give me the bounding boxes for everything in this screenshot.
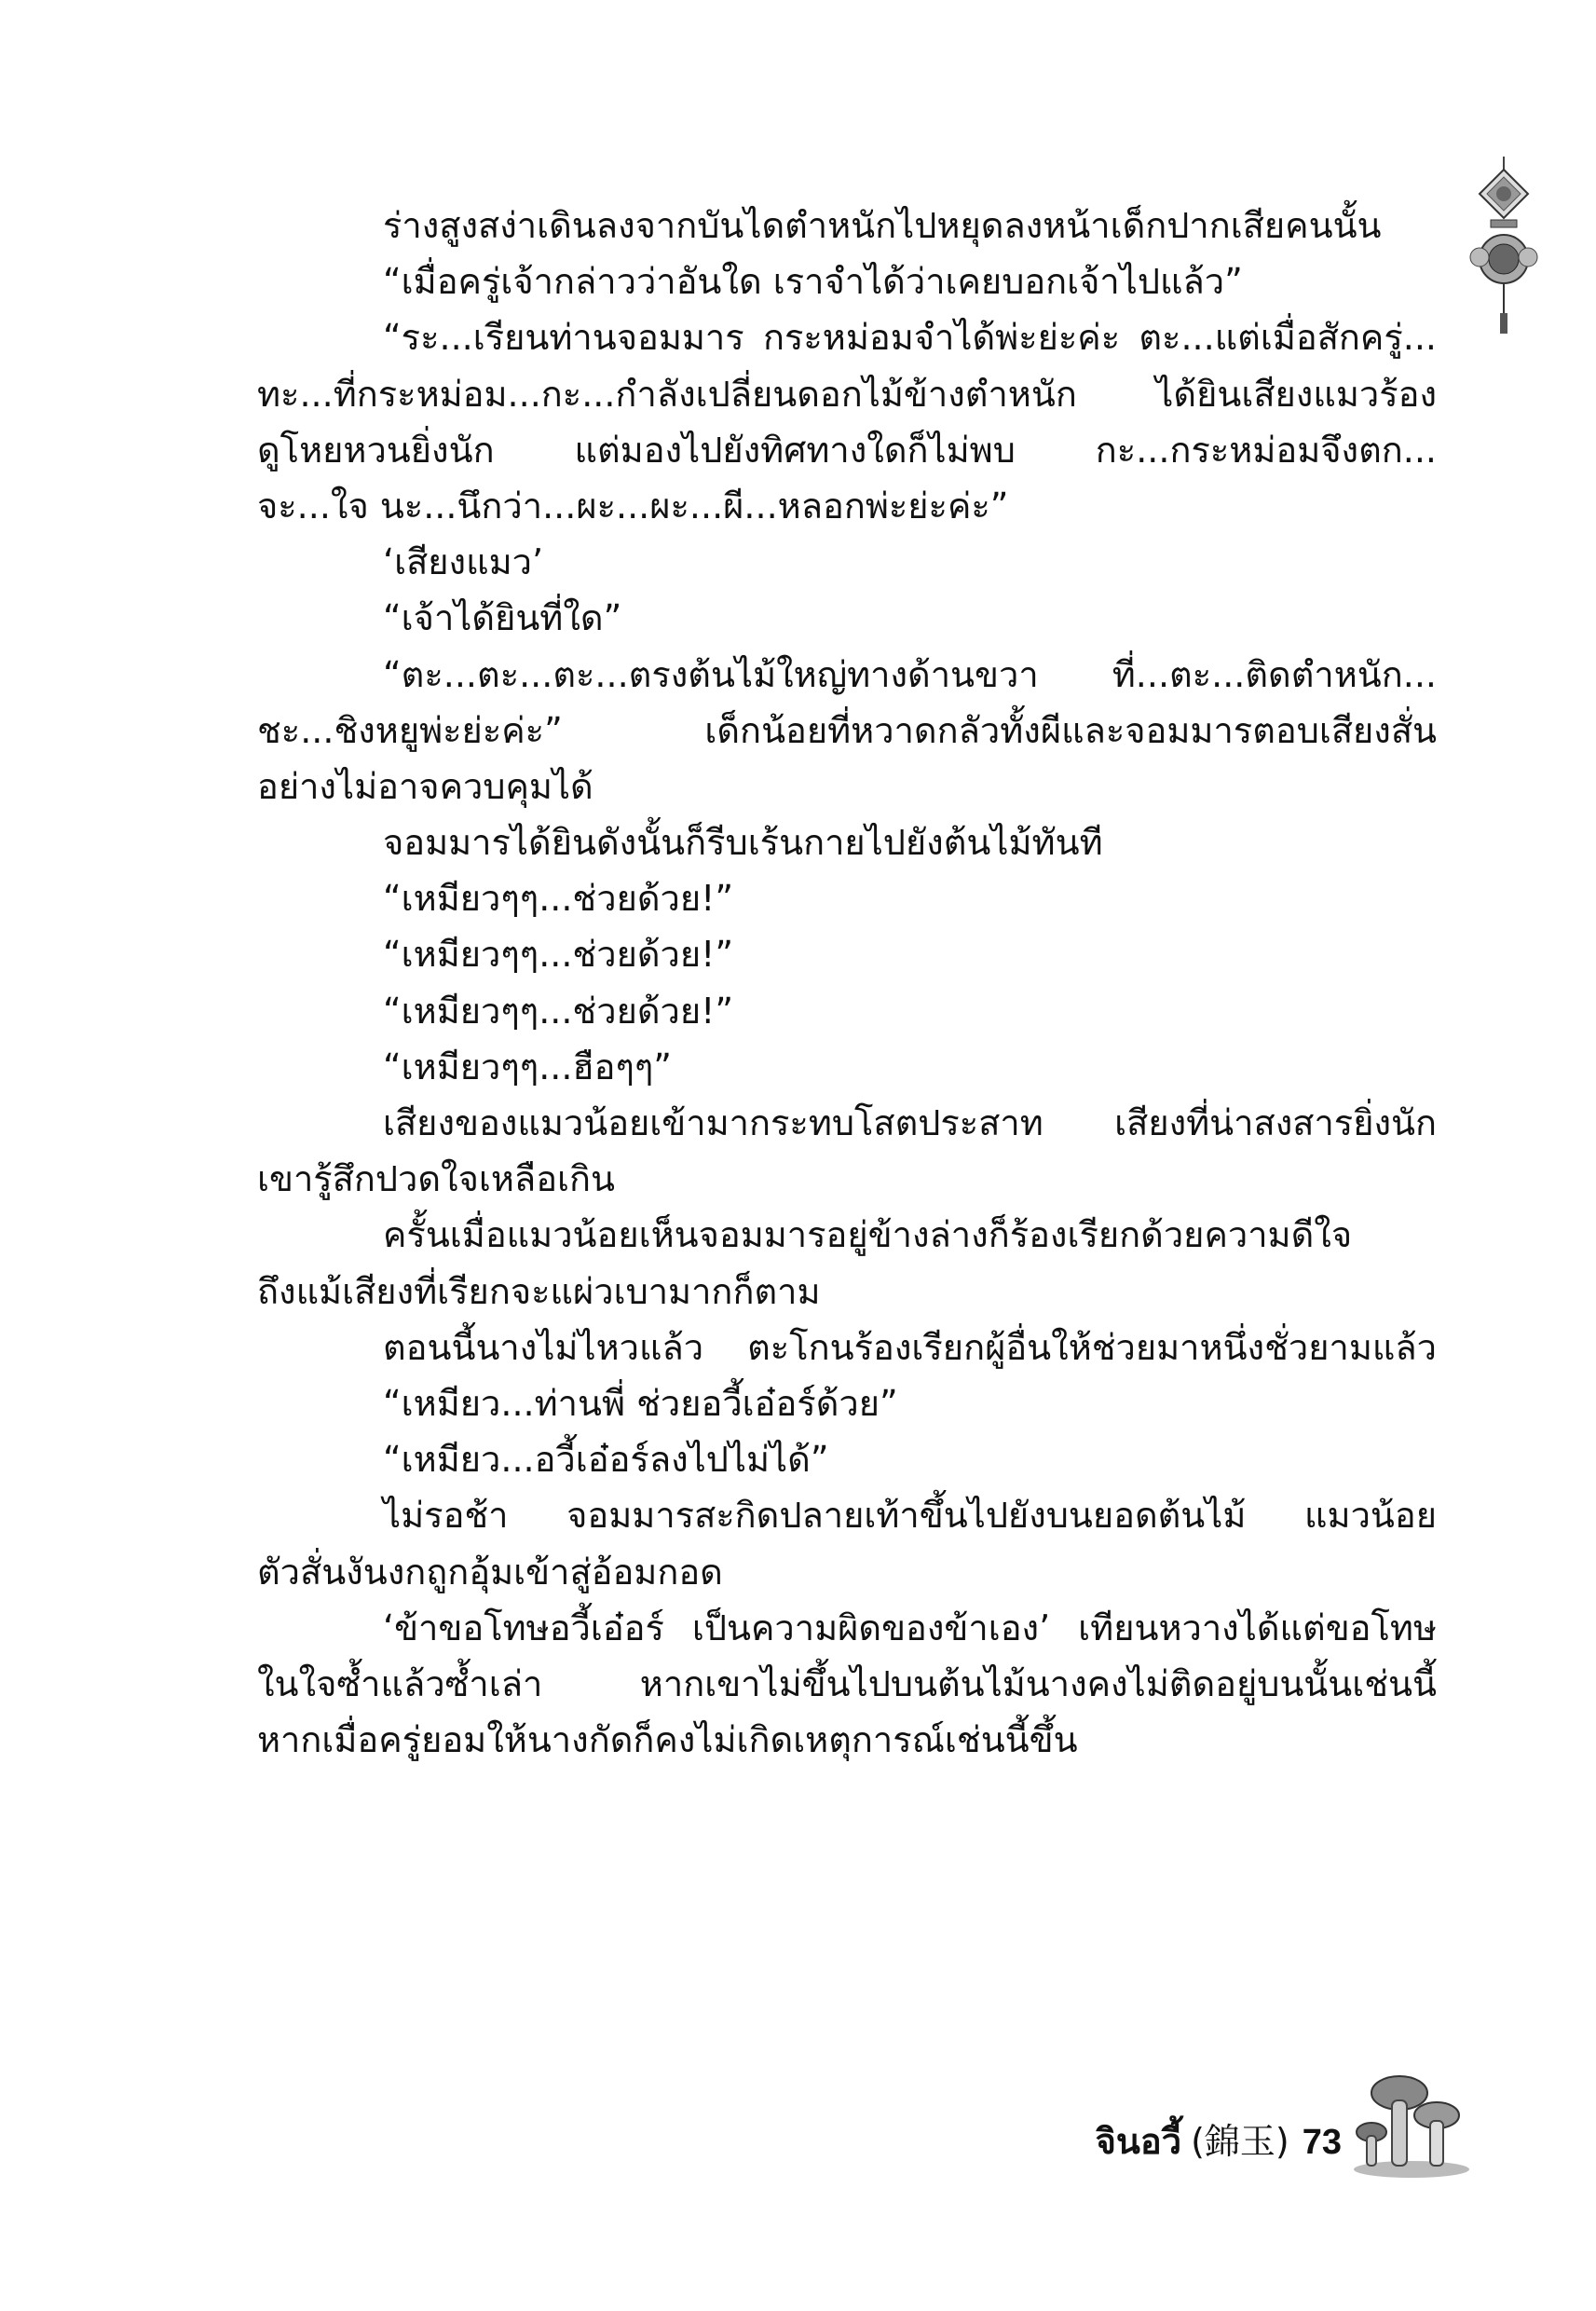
text-line: ครั้นเมื่อแมวน้อยเห็นจอมมารอยู่ข้างล่างก็ร้องเรียกด้วยความดีใจ [383, 1214, 1353, 1256]
text-line: “เจ้าได้ยินที่ใด” [383, 597, 622, 639]
text-line: ร่างสูงสง่าเดินลงจากบันไดตำหนักไปหยุดลงหน้าเด็กปากเสียคนนั้น [383, 205, 1382, 246]
page-number: 73 [1302, 2123, 1342, 2162]
text-line: “เหมียวๆๆ...ฮือๆๆ” [383, 1046, 672, 1087]
text-line: อย่างไม่อาจควบคุมได้ [257, 765, 593, 807]
text-line: ชะ...ชิงหยูพ่ะย่ะค่ะ” เด็กน้อยที่หวาดกลัวทั้งผีและจอมมารตอบเสียงสั่น [257, 709, 1437, 751]
text-line: ดูโหยหวนยิ่งนัก แต่มองไปยังทิศทางใดก็ไม่พบ กะ...กระหม่อมจึงตก... [257, 429, 1437, 471]
text-line: “เมื่อครู่เจ้ากล่าวว่าอันใด เราจำได้ว่าเคยบอกเจ้าไปแล้ว” [383, 261, 1243, 303]
lantern-ornament-icon [1465, 157, 1543, 343]
text-line: “ระ...เรียนท่านจอมมาร กระหม่อมจำได้พ่ะย่ะค่ะ ตะ...แต่เมื่อสักครู่... [383, 317, 1437, 359]
text-line: ในใจซ้ำแล้วซ้ำเล่า หากเขาไม่ขึ้นไปบนต้นไม้นางคงไม่ติดอยู่บนนั้นเช่นนี้ [257, 1662, 1437, 1704]
text-line: เขารู้สึกปวดใจเหลือเกิน [257, 1158, 615, 1200]
mushroom-cluster-icon [1351, 2067, 1472, 2179]
text-line: หากเมื่อครู่ยอมให้นางกัดก็คงไม่เกิดเหตุการณ์เช่นนี้ขึ้น [257, 1719, 1078, 1761]
text-line: “ตะ...ตะ...ตะ...ตรงต้นไม้ใหญ่ทางด้านขวา ที่...ตะ...ติดตำหนัก... [383, 653, 1437, 695]
text-line: เสียงของแมวน้อยเข้ามากระทบโสตประสาท เสียงที่น่าสงสารยิ่งนัก [383, 1102, 1437, 1143]
text-line: จะ...ใจ นะ...นึกว่า...ผะ...ผะ...ผี...หลอกพ่ะย่ะค่ะ” [257, 485, 1009, 526]
book-title-chinese: (錦玉) [1191, 2121, 1289, 2162]
text-line: จอมมารได้ยินดังนั้นก็รีบเร้นกายไปยังต้นไม้ทันที [383, 822, 1103, 864]
text-line: ‘ข้าขอโทษอวี้เอ๋อร์ เป็นความผิดของข้าเอง’ เทียนหวางได้แต่ขอโทษ [383, 1607, 1437, 1648]
text-line: “เหมียวๆๆ...ช่วยด้วย!” [383, 990, 734, 1032]
text-line: ตอนนี้นางไม่ไหวแล้ว ตะโกนร้องเรียกผู้อื่นให้ช่วยมาหนึ่งชั่วยามแล้ว [383, 1326, 1437, 1368]
book-title-thai: จินอวี้ [1095, 2120, 1182, 2162]
text-line: “เหมียว...อวี้เอ๋อร์ลงไปไม่ได้” [383, 1439, 829, 1481]
body-text [257, 198, 1437, 1768]
text-line: ทะ...ที่กระหม่อม...กะ...กำลังเปลี่ยนดอกไม้ข้างตำหนัก ได้ยินเสียงแมวร้อง [257, 373, 1437, 415]
text-line: “เหมียว...ท่านพี่ ช่วยอวี้เอ๋อร์ด้วย” [383, 1382, 898, 1424]
page-footer [932, 2113, 1342, 2169]
text-line: ถึงแม้เสียงที่เรียกจะแผ่วเบามากก็ตาม [257, 1270, 821, 1312]
text-line: ไม่รอช้า จอมมารสะกิดปลายเท้าขึ้นไปยังบนยอดต้นไม้ แมวน้อย [383, 1495, 1437, 1537]
text-line: ตัวสั่นงันงกถูกอุ้มเข้าสู่อ้อมกอด [257, 1551, 723, 1593]
text-line: ‘เสียงแมว’ [383, 541, 544, 583]
text-line: “เหมียวๆๆ...ช่วยด้วย!” [383, 934, 734, 976]
text-line: “เหมียวๆๆ...ช่วยด้วย!” [383, 878, 734, 920]
